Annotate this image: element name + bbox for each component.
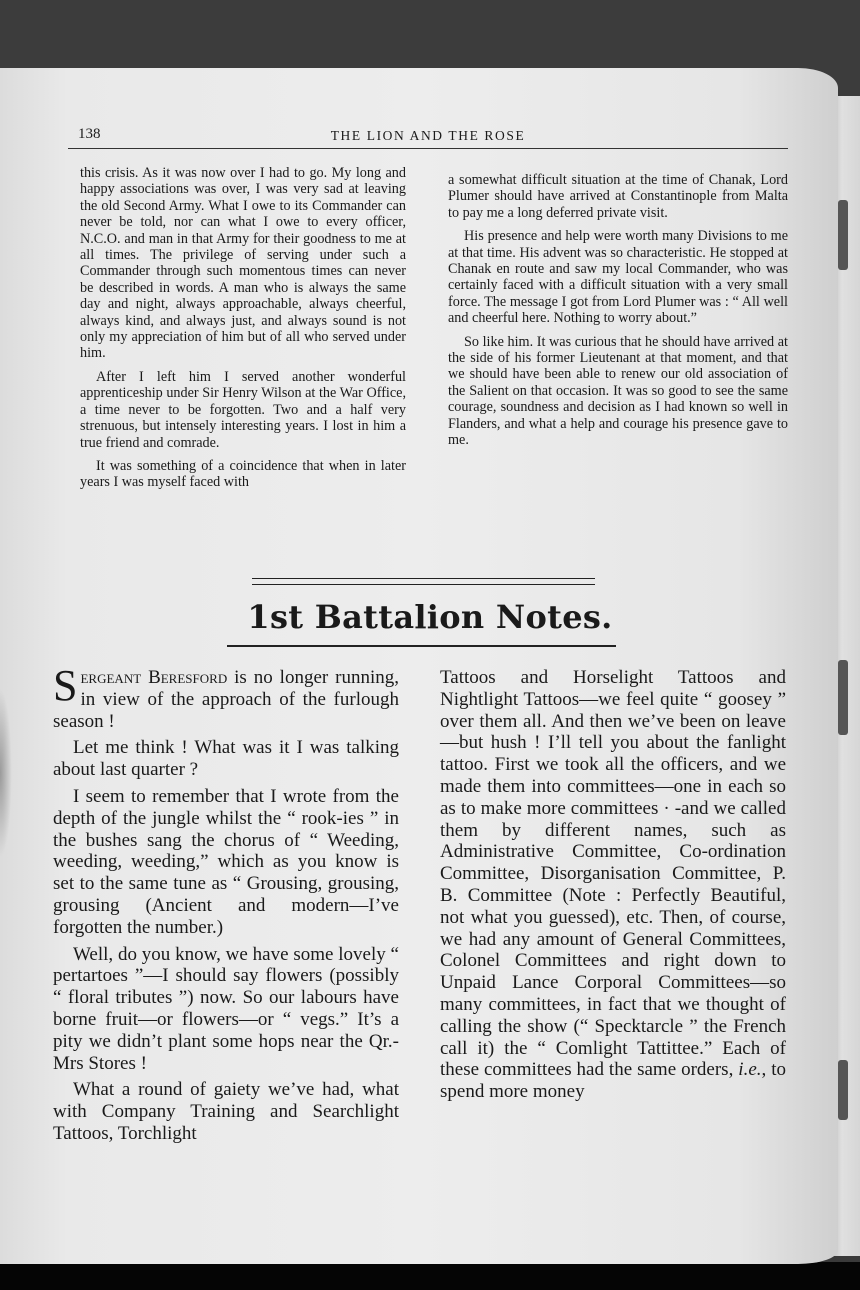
- section-heading: 1st Battalion Notes.: [247, 598, 613, 636]
- notes-left-column: [53, 661, 399, 1145]
- paragraph: It was something of a coincidence that when in later years I was myself faced with: [80, 457, 406, 491]
- opening-paragraph: [53, 661, 399, 732]
- dark-background-bottom: [0, 1262, 860, 1290]
- opening-text: is no longer running, in view of the approach of the furlough season !: [53, 667, 399, 732]
- paragraph: So like him. It was curious that he should have arrived at the side of his former Lieutenant at that moment, and that we should have been able to renew our old association of the Salient on that occasion. It was so good to see the same courage, soundness and decision as I had known so well in Flanders, and what a help and courage his presence gave to me.: [448, 333, 788, 449]
- paragraph: Let me think ! What was it I was talking about last quarter ?: [53, 737, 399, 781]
- double-rule-divider: [252, 578, 595, 585]
- document-page: [0, 68, 838, 1264]
- page-curl-shadow: [0, 688, 12, 858]
- paragraph: After I left him I served another wonderful apprenticeship under Sir Henry Wilson at the War Office, a time never to be forgotten. Two and a half very strenuous, but intensely interesting years. I lost in him a true friend and comrade.: [80, 368, 406, 451]
- paragraph: His presence and help were worth many Divisions to me at that time. His advent was so characteristic. He stopped at Chanak en route and saw my local Commander, who was certainly faced with a difficult situation with a very small force. The message I got from Lord Plumer was : “ All well and cheerful here. Nothing to worry about.”: [448, 228, 788, 327]
- running-head: [68, 126, 788, 149]
- binding-staple: [838, 1060, 848, 1120]
- binding-staple: [838, 660, 848, 735]
- drop-cap: S: [53, 661, 78, 710]
- italic-abbrev: i.e.: [738, 1059, 762, 1081]
- paragraph: I seem to remember that I wrote from the depth of the jungle whilst the “ rook-ies ” in the bushes sang the chorus of “ Weeding, weeding, weeding,” which as you know is set to the same tune as “ Grousing, grousing, grousing (Ancient and modern—I’ve forgotten the number.): [53, 785, 399, 938]
- upper-right-column: [448, 172, 788, 449]
- paragraph: a somewhat difficult situation at the time of Chanak, Lord Plumer should have arrived at Constantinople from Malta to pay me a long deferred private visit.: [448, 172, 788, 221]
- heading-underline: [227, 645, 616, 647]
- paragraph: [440, 667, 786, 1103]
- notes-right-column: [440, 667, 786, 1103]
- opening-smallcaps: ergeant Beresford: [80, 667, 228, 688]
- paragraph: this crisis. As it was now over I had to go. My long and happy associations was over, I was very sad at leaving the old Second Army. What I owe to its Commander can never be told, nor can what I owe to every officer, N.C.O. and man in that Army for their goodness to me at all times. The privilege of serving under such a Commander through such momentous times can never be described in words. A man who is always the same day and night, always approachable, always cheerful, always kind, and always just, and always sound is not only my appreciation of him but of all who served under him.: [80, 165, 406, 362]
- binding-staple: [838, 200, 848, 270]
- upper-left-column: [80, 165, 406, 491]
- paragraph: Well, do you know, we have some lovely “ pertartoes ”—I should say flowers (possibly “ floral tributes ”) now. So our labours have borne fruit—or flowers—or “ vegs.” It’s a pity we didn’t plant some hops near the Qr.-Mrs Stores !: [53, 943, 399, 1074]
- paragraph: What a round of gaiety we’ve had, what with Company Training and Searchlight Tattoos, Torchlight: [53, 1079, 399, 1144]
- text-run: , to spend more money: [440, 1059, 787, 1103]
- journal-title: THE LION AND THE ROSE: [330, 128, 526, 143]
- text-run: Tattoos and Horselight Tattoos and Nightlight Tattoos—we feel quite “ goosey ” over them all. And then we’ve been on leave—but hush ! I’ll tell you about the fanlight tattoo. First we took all the officers, and we made them into committees—one in each so as to make more committees · -and we called them by different names, such as Administrative Committee, Co-ordination Committee, Disorganisation Committee, P. B. Committee (Note : Perfectly Beautiful, not what you guessed), etc. Then, of course, we had any amount of General Committees, Colonel Committees and right down to Unpaid Lance Corporal Committees—so many committees, in fact that we thought of calling the show (“ Specktarcle ” the French call it) the “ Comlight Tattittee.” Each of these committees had the same orders,: [440, 667, 786, 1081]
- page-number: 138: [78, 126, 101, 142]
